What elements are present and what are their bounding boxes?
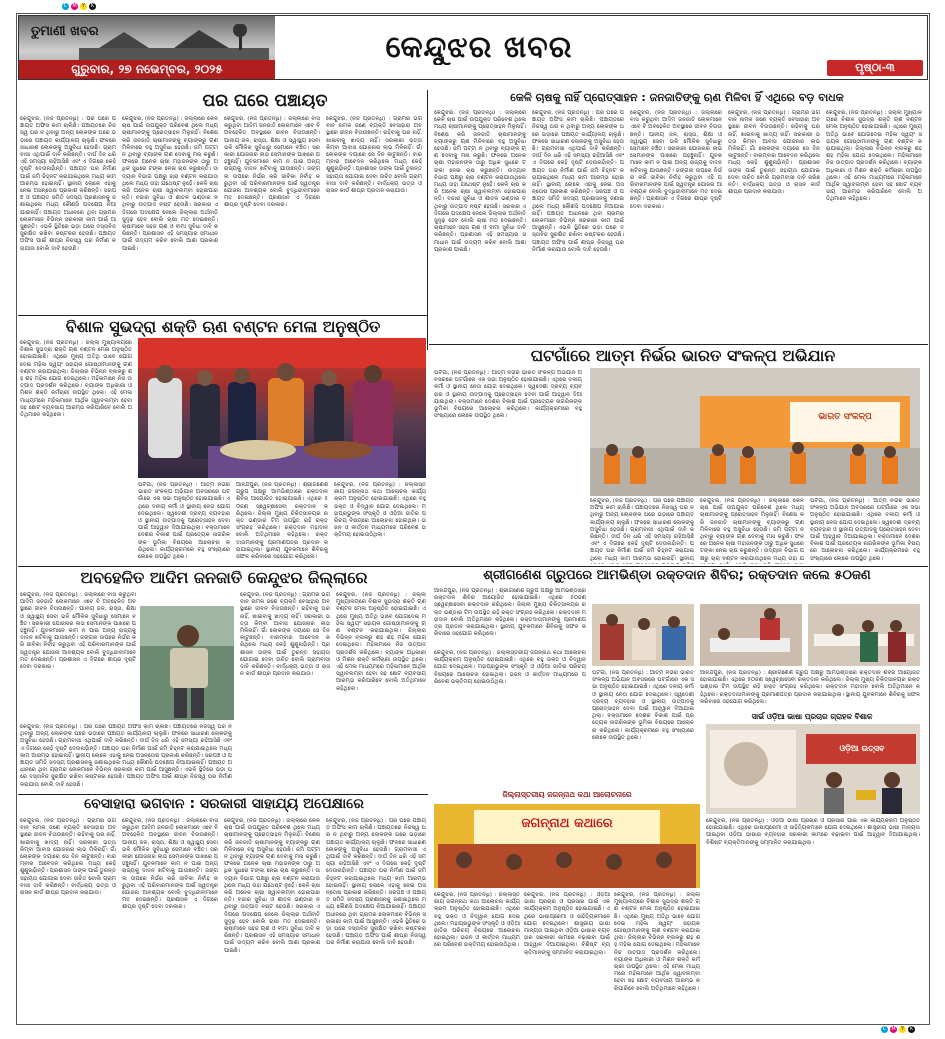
loan-mela-photo [138, 338, 426, 478]
article-7-col-2: କେନ୍ଦୁଝର, (ନିଜ ପ୍ରତିନିଧି) : ଜିଲ୍ଲାରେ ବାସ କରୁଥିବା ଆଦିମ ଜନଜାତି ଲୋକମାନେ ଏବେ ବି ଅବହେଳିତ ଅବସ୍ଥାରେ ଜୀବନ ବିତାଉଛନ୍ତି। ପାନୀୟ ଜଳ, ରାସ୍ତା, ଶିକ୍ଷା ଓ ସ୍ୱାସ୍ଥ୍ୟ ସେବା ଭଳି ମୌଳିକ ସୁବିଧାରୁ ସେମାନେ ବଞ୍ଚିତ। ସରକାରୀ ଯୋଜନାର ଲାଭ ସେମାନଙ୍କ ପାଖରେ ପହଞ୍ଚୁନାହିଁ। ଯୁବକମାନେ କାମ ନ ପାଇ ଅନ୍ୟ ରାଜ୍ୟକୁ ଦାଦନ ଖଟିବାକୁ ଯାଉଛନ୍ତି। ଜଙ୍ଗଲ ଉପରେ ନିର୍ଭର କରି ଜୀବିକା ନିର୍ବାହ କରୁଥିବା ଏହି ପରିବାରମାନଙ୍କ ପାଇଁ ସ୍ୱତନ୍ତ୍ର ଯୋଜନା ଆବଶ୍ୟକ ବୋଲି ବୁଦ୍ଧିଜୀବୀମାନେ ମତ ଦେଇଛନ୍ତି। ପ୍ରଶାସନ ଏ ଦିଗରେ ଶୀଘ୍ର ଦୃଷ୍ଟି ଦେବା ଦରକାର। [122, 818, 218, 911]
article-1-col-3: କେନ୍ଦୁଝର, (ନିଜ ପ୍ରତିନିଧି) : ଜିଲ୍ଲାରେ ବାସ କରୁଥିବା ଆଦିମ ଜନଜାତି ଲୋକମାନେ ଏବେ ବି ଅବହେଳିତ ଅବସ୍ଥାରେ ଜୀବନ ବିତାଉଛନ୍ତି। ପାନୀୟ ଜଳ, ରାସ୍ତା, ଶିକ୍ଷା ଓ ସ୍ୱାସ୍ଥ୍ୟ ସେବା ଭଳି ମୌଳିକ ସୁବିଧାରୁ ସେମାନେ ବଞ୍ଚିତ। ସରକାରୀ ଯୋଜନାର ଲାଭ ସେମାନଙ୍କ ପାଖରେ ପହଞ୍ଚୁନାହିଁ। ଯୁବକମାନେ କାମ ନ ପାଇ ଅନ୍ୟ ରାଜ୍ୟକୁ ଦାଦନ ଖଟିବାକୁ ଯାଉଛନ୍ତି। ଜଙ୍ଗଲ ଉପରେ ନିର୍ଭର କରି ଜୀବିକା ନିର୍ବାହ କରୁଥିବା ଏହି ପରିବାରମାନଙ୍କ ପାଇଁ ସ୍ୱତନ୍ତ୍ର ଯୋଜନା ଆବଶ୍ୟକ ବୋଲି ବୁଦ୍ଧିଜୀବୀମାନେ ମତ ଦେଇଛନ୍ତି। ପ୍ରଶାସନ ଏ ଦିଗରେ ଶୀଘ୍ର ଦୃଷ୍ଟି ଦେବା ଦରକାର। [224, 116, 320, 209]
jagannath-katha-photo [434, 804, 700, 888]
headline-3: ବିଶାଳ ସୁଭଦ୍ରା ଶକ୍ତି ଋଣ ବଣ୍ଟନ ମେଳା ଅନୁଷ୍ଠିତ [65, 317, 381, 336]
article-5-col-4: କେନ୍ଦୁଝର, (ନିଜ ପ୍ରତିନିଧି) : ପର ଘରେ ପଞ୍ଚାୟତ ଅଫିସ କାମ ଚାଲିଛି। ପଞ୍ଚାୟତରେ ନିଜସ୍ୱ ଘର ନ ଥିବାରୁ ଅନ୍ୟ ଲୋକଙ୍କ ଘରେ ଭଡ଼ାରେ ପଞ୍ଚାୟତ କାର୍ଯ୍ୟାଳୟ ଚାଲୁଛି। ଫଳରେ ସାଧାରଣ ଲୋକଙ୍କୁ ଅସୁବିଧା ହେଉଛି। ଗ୍ରାମବାସୀ ଏଥିପାଇଁ ଦାବି କରିଛନ୍ତି। ଦୀର୍ଘ ଦିନ ଧରି ଏହି ସମସ୍ୟା ରହିଆସିଛି ଏବଂ ଏ ଦିଗରେ କେହି ଦୃଷ୍ଟି ଦେଉନାହାଁନ୍ତି। ପଞ୍ଚାୟତ ଘର ନିର୍ମାଣ ପାଇଁ ଜମି ଚିହ୍ନଟ କରାଯାଇଥିଲେ ମଧ୍ୟ କାମ ଆରମ୍ଭ ହୋଇନାହିଁ। ସ୍ଥାନୀୟ ଲୋକେ ଏହାକୁ ନେଇ ଅସନ୍ତୋଷ ପ୍ରକାଶ କରିଛନ୍ତି। ସରପଞ୍ଚ ଓ ପଞ୍ଚାୟତ ସମିତି ସଦସ୍ୟ ପ୍ରଶାସନକୁ ଜଣାଇଥିଲେ ମଧ୍ୟ କୌଣସି ପଦକ୍ଷେପ ନିଆଯାଇନାହିଁ। ପଞ୍ଚାୟତ ଅଧୀନରେ ଥିବା ଗ୍ରାମର ଲୋକମାନେ ବିଭିନ୍ନ ସରକାରୀ କାମ ପାଇଁ ଆସୁଛନ୍ତି। ଏଭଳି ସ୍ଥିତିରେ ଭଡ଼ା ଘରେ ଦସ୍ତାବିଜ ସୁରକ୍ଷିତ ରଖିବା କଷ୍ଟକର ହେଉଛି। ପଞ୍ଚାୟତ ଅଫିସ ପାଇଁ ଶୀଘ୍ର ନିଜସ୍ୱ ଘର ନିର୍ମାଣ କରାଯାଉ ବୋଲି ଦାବି ହେଉଛି। [20, 724, 232, 788]
headline-1: ପର ଘରେ ପଞ୍ଚାୟତ [202, 91, 328, 111]
language-program-photo [706, 724, 920, 814]
section-title: କେନ୍ଦୁଝର ଖବର [385, 30, 573, 65]
article-9-col-1: କେନ୍ଦୁଝର, (ନିଜ ପ୍ରତିନିଧି) : ଜିଲ୍ଲାସ୍ତରୀୟ ଜଗନ୍ନାଥ କଥା ଆଲୋଚନା କାର୍ଯ୍ୟକ୍ରମ ଅନୁଷ୍ଠିତ ହୋଇଯାଇଛି। ଏଥିରେ ବହୁ ଭକ୍ତ ଓ ବିଦ୍ୱାନ ଯୋଗ ଦେଇଥିଲେ। ମହାପ୍ରଭୁଙ୍କ ସଂସ୍କୃତି ଓ ଓଡ଼ିଆ ଜାତିର ପରିଚୟ ବିଷୟରେ ଆଲୋଚନା ହୋଇଥିଲା। ଭଜନ ଓ କୀର୍ତ୍ତନ ମାଧ୍ୟମରେ ପରିବେଶ ଭକ୍ତିମୟ ହୋଇଉଠିଥିଲା। [434, 892, 520, 949]
article-4-col-1: ଘଟଗାଁ, (ନିଜ ପ୍ରତିନିଧି) : ଆତ୍ମ ନିର୍ଭର ଭାରତ ସଂକଳ୍ପ ଅଭିଯାନ ଅବସରରେ ଘଟଗାଁରେ ଏକ ସଭା ଅନୁଷ୍ଠିତ ହୋଇଯାଇଛି। ଏଥିରେ ଦଳୀୟ କର୍ମୀ ଓ ସ୍ଥାନୀୟ ନେତା ଯୋଗ ଦେଇଥିଲେ। ସ୍ୱଦେଶୀ ଦ୍ରବ୍ୟ ବ୍ୟବହାର ଓ ସ୍ଥାନୀୟ ଉତ୍ପାଦକୁ ପ୍ରୋତ୍ସାହନ ଦେବା ପାଇଁ ଆହ୍ୱାନ ଦିଆଯାଇଥିଲା। ବକ୍ତାମାନେ ଦେଶର ବିକାଶ ପାଇଁ ପ୍ରତ୍ୟେକ ନାଗରିକଙ୍କ ଭୂମିକା ବିଷୟରେ ଆଲୋଚନା କରିଥିଲେ। କାର୍ଯ୍ୟକ୍ରମରେ ବହୁ ସଂଖ୍ୟାରେ ଲୋକେ ଉପସ୍ଥିତ ଥିଲେ। [434, 370, 582, 420]
cmyk-registration-marks-top [62, 3, 96, 10]
article-5-col-3: କେନ୍ଦୁଝର, (ନିଜ ପ୍ରତିନିଧି) : ଜିଲ୍ଲା ମୁଖ୍ୟାଳୟରେ ବିଶାଳ ସୁଭଦ୍ରା ଶକ୍ତି ଋଣ ବଣ୍ଟନ ମେଳା ଅନୁଷ୍ଠିତ ହୋଇଯାଇଛି। ଏଥିରେ ମୁଖ୍ୟ ଅତିଥି ଭାବେ ଯୋଗଦେଇ ମହିଳା ସ୍ୱୟଂ ସହାୟକ ଗୋଷ୍ଠୀମାନଙ୍କୁ ଋଣ ବଣ୍ଟନ କରାଯାଇଥିଲା। ଜିଲ୍ଲାର ବିଭିନ୍ନ ବ୍ଲକରୁ ଶହ ଶହ ମହିଳା ଯୋଗ ଦେଇଥିଲେ। ମହିଳାମାନେ ନିଜ ଉତ୍ପାଦ ପ୍ରଦର୍ଶନ କରିଥିଲେ। ବ୍ୟାଙ୍କ ଅଧିକାରୀ ଓ ମିଶନ ଶକ୍ତି କର୍ମଚାରୀ ଉପସ୍ଥିତ ଥିଲେ। ଏହି ମେଳା ମାଧ୍ୟମରେ ମହିଳାମାନେ ଆର୍ଥିକ ସ୍ୱାବଲମ୍ବୀ ହେବା ସହ ଛୋଟ ବ୍ୟବସାୟ ଆରମ୍ଭ କରିପାରିବେ ବୋଲି ଅତିଥିମାନେ କହିଥିଲେ। [336, 592, 426, 692]
article-3-col-3: ଆନନ୍ଦପୁର, (ନିଜ ପ୍ରତିନିଧି) : ଶ୍ରୀଗଣେଶ ଗ୍ରୁପ ପକ୍ଷରୁ ଆମଭିଣ୍ଡାରେ ରକ୍ତଦାନ ଶିବିର ଆୟୋଜିତ ହୋଇଯାଇଛି। ଏଥିରେ ୫୦ଜଣ ସ୍ୱେଚ୍ଛାସେବୀ ରକ୍ତଦାନ କରିଥିଲେ। ଜିଲ୍ଲା ମୁଖ୍ୟ ଚିକିତ୍ସାଳୟର ରକ୍ତ ଭଣ୍ଡାର ଟିମ ଉପସ୍ଥିତ ରହି ରକ୍ତ ସଂଗ୍ରହ କରିଥିଲେ। ରକ୍ତଦାନ ମହାଦାନ ବୋଲି ଅତିଥିମାନେ କହିଥିଲେ। ରକ୍ତଦାତାମାନଙ୍କୁ ପ୍ରମାଣପତ୍ର ପ୍ରଦାନ କରାଯାଇଥିଲା। ସ୍ଥାନୀୟ ଯୁବକମାନେ ଶିବିରକୁ ସଫଳ କରିବାରେ ସହଯୋଗ କରିଥିଲେ। [236, 482, 328, 561]
article-2-col-3: କେନ୍ଦୁଝର, (ନିଜ ପ୍ରତିନିଧି) : ଜିଲ୍ଲାରେ ବାସ କରୁଥିବା ଆଦିମ ଜନଜାତି ଲୋକମାନେ ଏବେ ବି ଅବହେଳିତ ଅବସ୍ଥାରେ ଜୀବନ ବିତାଉଛନ୍ତି। ପାନୀୟ ଜଳ, ରାସ୍ତା, ଶିକ୍ଷା ଓ ସ୍ୱାସ୍ଥ୍ୟ ସେବା ଭଳି ମୌଳିକ ସୁବିଧାରୁ ସେମାନେ ବଞ୍ଚିତ। ସରକାରୀ ଯୋଜନାର ଲାଭ ସେମାନଙ୍କ ପାଖରେ ପହଞ୍ଚୁନାହିଁ। ଯୁବକମାନେ କାମ ନ ପାଇ ଅନ୍ୟ ରାଜ୍ୟକୁ ଦାଦନ ଖଟିବାକୁ ଯାଉଛନ୍ତି। ଜଙ୍ଗଲ ଉପରେ ନିର୍ଭର କରି ଜୀବିକା ନିର୍ବାହ କରୁଥିବା ଏହି ପରିବାରମାନଙ୍କ ପାଇଁ ସ୍ୱତନ୍ତ୍ର ଯୋଜନା ଆବଶ୍ୟକ ବୋଲି ବୁଦ୍ଧିଜୀବୀମାନେ ମତ ଦେଇଛନ୍ତି। ପ୍ରଶାସନ ଏ ଦିଗରେ ଶୀଘ୍ର ଦୃଷ୍ଟି ଦେବା ଦରକାର। [630, 110, 722, 210]
section-rule [18, 315, 427, 316]
cmyk-dot-y: Y [900, 1026, 905, 1032]
headline-5: ଅବହେଳିତ ଆଦିମ ଜନଜାତି କେନ୍ଦୁଝର ଜିଲ୍ଲାରେ [80, 568, 368, 587]
blood-donation-photo-2 [700, 604, 802, 666]
headline-2: କେଳି ଚାଷକୁ ନାହିଁ ପ୍ରୋତ୍ସାହନ : ଜନଜାତିଙ୍କୁ ଋଣ ମିଳିବା ହିଁ ଏଥିରେ ବଡ଼ ବାଧକ [510, 91, 844, 104]
article-5-col-2: କେନ୍ଦୁଝର, (ନିଜ ପ୍ରତିନିଧି) : ଗ୍ରାମର ଭଗବାନ ନାମକ ଜଣେ ବ୍ୟକ୍ତି ବେସାହାରା ଅବସ୍ଥାରେ ଜୀବନ ବିତାଉଛନ୍ତି। ରହିବାକୁ ଘର ନାହିଁ, ଖାଇବାକୁ ଖାଦ୍ୟ ନାହିଁ। ସରକାରୀ ଭତ୍ତା କିମ୍ବା ଆବାସ ଯୋଜନାର ଲାଭ ମିଳିନାହିଁ। ଗାଁ ଲୋକଙ୍କ ଦୟାରେ ସେ ଦିନ କାଟୁଛନ୍ତି। ବାରମ୍ବାର ଆବେଦନ କରିଥିଲେ ମଧ୍ୟ କେହି ଶୁଣୁନାହାଁନ୍ତି। ପ୍ରଶାସନ ତାଙ୍କ ପାଇଁ ତୁରନ୍ତ ସହାୟତା ଯୋଗାଇ ଦେବା ଉଚିତ ବୋଲି ଗ୍ରାମବାସୀ ଦାବି କରିଛନ୍ତି। ବାର୍ଦ୍ଧକ୍ୟ ଭତ୍ତା ଓ ରାସନ କାର୍ଡ ଶୀଘ୍ର ପ୍ରଦାନ କରାଯାଉ। [240, 592, 330, 678]
cmyk-dot-c: C [882, 1026, 887, 1032]
headline-10: ସାର୍ଭ ଓଡ଼ିଆ ଭାଷା ପ୍ରଚାର ଗ୍ରାହକ ବିଶାଳ [751, 712, 873, 721]
article-7-col-4: କେନ୍ଦୁଝର, (ନିଜ ପ୍ରତିନିଧି) : ପର ଘରେ ପଞ୍ଚାୟତ ଅଫିସ କାମ ଚାଲିଛି। ପଞ୍ଚାୟତରେ ନିଜସ୍ୱ ଘର ନ ଥିବାରୁ ଅନ୍ୟ ଲୋକଙ୍କ ଘରେ ଭଡ଼ାରେ ପଞ୍ଚାୟତ କାର୍ଯ୍ୟାଳୟ ଚାଲୁଛି। ଫଳରେ ସାଧାରଣ ଲୋକଙ୍କୁ ଅସୁବିଧା ହେଉଛି। ଗ୍ରାମବାସୀ ଏଥିପାଇଁ ଦାବି କରିଛନ୍ତି। ଦୀର୍ଘ ଦିନ ଧରି ଏହି ସମସ୍ୟା ରହିଆସିଛି ଏବଂ ଏ ଦିଗରେ କେହି ଦୃଷ୍ଟି ଦେଉନାହାଁନ୍ତି। ପଞ୍ଚାୟତ ଘର ନିର୍ମାଣ ପାଇଁ ଜମି ଚିହ୍ନଟ କରାଯାଇଥିଲେ ମଧ୍ୟ କାମ ଆରମ୍ଭ ହୋଇନାହିଁ। ସ୍ଥାନୀୟ ଲୋକେ ଏହାକୁ ନେଇ ଅସନ୍ତୋଷ ପ୍ରକାଶ କରିଛନ୍ତି। ସରପଞ୍ଚ ଓ ପଞ୍ଚାୟତ ସମିତି ସଦସ୍ୟ ପ୍ରଶାସନକୁ ଜଣାଇଥିଲେ ମଧ୍ୟ କୌଣସି ପଦକ୍ଷେପ ନିଆଯାଇନାହିଁ। ପଞ୍ଚାୟତ ଅଧୀନରେ ଥିବା ଗ୍ରାମର ଲୋକମାନେ ବିଭିନ୍ନ ସରକାରୀ କାମ ପାଇଁ ଆସୁଛନ୍ତି। ଏଭଳି ସ୍ଥିତିରେ ଭଡ଼ା ଘରେ ଦସ୍ତାବିଜ ସୁରକ୍ଷିତ ରଖିବା କଷ୍ଟକର ହେଉଛି। ପଞ୍ଚାୟତ ଅଫିସ ପାଇଁ ଶୀଘ୍ର ନିଜସ୍ୱ ଘର ନିର୍ମାଣ କରାଯାଉ ବୋଲି ଦାବି ହେଉଛି। [326, 818, 426, 947]
cmyk-dot-c: C [63, 3, 68, 9]
meeting-banner-text: ଭାରତ ସଂକଳ୍ପ [818, 412, 872, 422]
article-1-col-2: କେନ୍ଦୁଝର, (ନିଜ ପ୍ରତିନିଧି) : ଜିଲ୍ଲାରେ କେଳି ଚାଷ ପାଇଁ ଉପଯୁକ୍ତ ପରିବେଶ ଥିଲେ ମଧ୍ୟ ଚାଷୀମାନଙ୍କୁ ପ୍ରୋତ୍ସାହନ ମିଳୁନାହିଁ। ବିଶେଷ କରି ଜନଜାତି ଚାଷୀମାନଙ୍କୁ ବ୍ୟାଙ୍କରୁ ଋଣ ମିଳିବାରେ ବହୁ ଅସୁବିଧା ହେଉଛି। ଜମି ପଟ୍ଟା ନ ଥିବାରୁ ବ୍ୟାଙ୍କ ଋଣ ଦେବାକୁ ମନା କରୁଛି। ଫଳରେ ଅନେକ ଚାଷୀ ମହାଜନଙ୍କ ଠାରୁ ଅଧିକ ସୁଧରେ ଟଙ୍କା ନେଇ ଚାଷ କରୁଛନ୍ତି। ଉଦ୍ୟାନ ବିଭାଗ ପକ୍ଷରୁ ଚାରା ବଣ୍ଟନ କରାଯାଉଥିଲେ ମଧ୍ୟ ତାହା ଯଥେଷ୍ଟ ନୁହେଁ। କେଳି ଚାଷ କରି ଅନେକ ଚାଷୀ ସ୍ୱାବଲମ୍ବୀ ହୋଇପାରନ୍ତି। ବଜାର ସୁବିଧା ଓ ଶୀତଳ ଭଣ୍ଡାର ନ ଥିବାରୁ ଉତ୍ପାଦ ନଷ୍ଟ ହେଉଛି। ସରକାର ଏ ଦିଗରେ ପଦକ୍ଷେପ ନେଲେ ଜିଲ୍ଲାର ଅର୍ଥନୀତି ସୁଦୃଢ଼ ହେବ ବୋଲି ଚାଷୀ ମତ ଦେଇଛନ୍ତି। ଚାଷୀମାନେ ସହଜ ଋଣ ଓ ବୀମା ସୁବିଧା ଦାବି କରିଛନ୍ତି। ପ୍ରଶାସନ ଏହି ସମସ୍ୟାର ସମାଧାନ ପାଇଁ ଉଦ୍ୟମ କରିବ ବୋଲି ଆଶା ପ୍ରକାଶ ପାଇଛି। [122, 116, 218, 252]
jagannath-banner-text: ଜଗନ୍ନାଥ କଥାରେ [521, 816, 613, 831]
article-3-col-4: କେନ୍ଦୁଝର, (ନିଜ ପ୍ରତିନିଧି) : ଜିଲ୍ଲାସ୍ତରୀୟ ଜଗନ୍ନାଥ କଥା ଆଲୋଚନା କାର୍ଯ୍ୟକ୍ରମ ଅନୁଷ୍ଠିତ ହୋଇଯାଇଛି। ଏଥିରେ ବହୁ ଭକ୍ତ ଓ ବିଦ୍ୱାନ ଯୋଗ ଦେଇଥିଲେ। ମହାପ୍ରଭୁଙ୍କ ସଂସ୍କୃତି ଓ ଓଡ଼ିଆ ଜାତିର ପରିଚୟ ବିଷୟରେ ଆଲୋଚନା ହୋଇଥିଲା। ଭଜନ ଓ କୀର୍ତ୍ତନ ମାଧ୍ୟମରେ ପରିବେଶ ଭକ୍ତିମୟ ହୋଇଉଠିଥିଲା। [334, 482, 426, 539]
blood-donation-scene-3 [808, 604, 920, 666]
meeting-photo [590, 368, 920, 496]
article-5-col-1: କେନ୍ଦୁଝର, (ନିଜ ପ୍ରତିନିଧି) : ଜିଲ୍ଲାରେ ବାସ କରୁଥିବା ଆଦିମ ଜନଜାତି ଲୋକମାନେ ଏବେ ବି ଅବହେଳିତ ଅବସ୍ଥାରେ ଜୀବନ ବିତାଉଛନ୍ତି। ପାନୀୟ ଜଳ, ରାସ୍ତା, ଶିକ୍ଷା ଓ ସ୍ୱାସ୍ଥ୍ୟ ସେବା ଭଳି ମୌଳିକ ସୁବିଧାରୁ ସେମାନେ ବଞ୍ଚିତ। ସରକାରୀ ଯୋଜନାର ଲାଭ ସେମାନଙ୍କ ପାଖରେ ପହଞ୍ଚୁନାହିଁ। ଯୁବକମାନେ କାମ ନ ପାଇ ଅନ୍ୟ ରାଜ୍ୟକୁ ଦାଦନ ଖଟିବାକୁ ଯାଉଛନ୍ତି। ଜଙ୍ଗଲ ଉପରେ ନିର୍ଭର କରି ଜୀବିକା ନିର୍ବାହ କରୁଥିବା ଏହି ପରିବାରମାନଙ୍କ ପାଇଁ ସ୍ୱତନ୍ତ୍ର ଯୋଜନା ଆବଶ୍ୟକ ବୋଲି ବୁଦ୍ଧିଜୀବୀମାନେ ମତ ଦେଇଛନ୍ତି। ପ୍ରଶାସନ ଏ ଦିଗରେ ଶୀଘ୍ର ଦୃଷ୍ଟି ଦେବା ଦରକାର। [20, 592, 136, 671]
program-banner-text: ଓଡ଼ିଆ ଉତ୍ସବ [839, 744, 885, 753]
article-6-col-2: କେନ୍ଦୁଝର, (ନିଜ ପ୍ରତିନିଧି) : ଜିଲ୍ଲାସ୍ତରୀୟ ଜଗନ୍ନାଥ କଥା ଆଲୋଚନା କାର୍ଯ୍ୟକ୍ରମ ଅନୁଷ୍ଠିତ ହୋଇଯାଇଛି। ଏଥିରେ ବହୁ ଭକ୍ତ ଓ ବିଦ୍ୱାନ ଯୋଗ ଦେଇଥିଲେ। ମହାପ୍ରଭୁଙ୍କ ସଂସ୍କୃତି ଓ ଓଡ଼ିଆ ଜାତିର ପରିଚୟ ବିଷୟରେ ଆଲୋଚନା ହୋଇଥିଲା। ଭଜନ ଓ କୀର୍ତ୍ତନ ମାଧ୍ୟମରେ ପରିବେଶ ଭକ୍ତିମୟ ହୋଇଉଠିଥିଲା। [434, 650, 586, 685]
article-1-col-4: କେନ୍ଦୁଝର, (ନିଜ ପ୍ରତିନିଧି) : ଗ୍ରାମର ଭଗବାନ ନାମକ ଜଣେ ବ୍ୟକ୍ତି ବେସାହାରା ଅବସ୍ଥାରେ ଜୀବନ ବିତାଉଛନ୍ତି। ରହିବାକୁ ଘର ନାହିଁ, ଖାଇବାକୁ ଖାଦ୍ୟ ନାହିଁ। ସରକାରୀ ଭତ୍ତା କିମ୍ବା ଆବାସ ଯୋଜନାର ଲାଭ ମିଳିନାହିଁ। ଗାଁ ଲୋକଙ୍କ ଦୟାରେ ସେ ଦିନ କାଟୁଛନ୍ତି। ବାରମ୍ବାର ଆବେଦନ କରିଥିଲେ ମଧ୍ୟ କେହି ଶୁଣୁନାହାଁନ୍ତି। ପ୍ରଶାସନ ତାଙ୍କ ପାଇଁ ତୁରନ୍ତ ସହାୟତା ଯୋଗାଇ ଦେବା ଉଚିତ ବୋଲି ଗ୍ରାମବାସୀ ଦାବି କରିଛନ୍ତି। ବାର୍ଦ୍ଧକ୍ୟ ଭତ୍ତା ଓ ରାସନ କାର୍ଡ ଶୀଘ୍ର ପ୍ରଦାନ କରାଯାଉ। [326, 116, 422, 195]
section-rule [18, 566, 928, 567]
article-7-col-3: କେନ୍ଦୁଝର, (ନିଜ ପ୍ରତିନିଧି) : ଜିଲ୍ଲାରେ କେଳି ଚାଷ ପାଇଁ ଉପଯୁକ୍ତ ପରିବେଶ ଥିଲେ ମଧ୍ୟ ଚାଷୀମାନଙ୍କୁ ପ୍ରୋତ୍ସାହନ ମିଳୁନାହିଁ। ବିଶେଷ କରି ଜନଜାତି ଚାଷୀମାନଙ୍କୁ ବ୍ୟାଙ୍କରୁ ଋଣ ମିଳିବାରେ ବହୁ ଅସୁବିଧା ହେଉଛି। ଜମି ପଟ୍ଟା ନ ଥିବାରୁ ବ୍ୟାଙ୍କ ଋଣ ଦେବାକୁ ମନା କରୁଛି। ଫଳରେ ଅନେକ ଚାଷୀ ମହାଜନଙ୍କ ଠାରୁ ଅଧିକ ସୁଧରେ ଟଙ୍କା ନେଇ ଚାଷ କରୁଛନ୍ତି। ଉଦ୍ୟାନ ବିଭାଗ ପକ୍ଷରୁ ଚାରା ବଣ୍ଟନ କରାଯାଉଥିଲେ ମଧ୍ୟ ତାହା ଯଥେଷ୍ଟ ନୁହେଁ। କେଳି ଚାଷ କରି ଅନେକ ଚାଷୀ ସ୍ୱାବଲମ୍ବୀ ହୋଇପାରନ୍ତି। ବଜାର ସୁବିଧା ଓ ଶୀତଳ ଭଣ୍ଡାର ନ ଥିବାରୁ ଉତ୍ପାଦ ନଷ୍ଟ ହେଉଛି। ସରକାର ଏ ଦିଗରେ ପଦକ୍ଷେପ ନେଲେ ଜିଲ୍ଲାର ଅର୍ଥନୀତି ସୁଦୃଢ଼ ହେବ ବୋଲି ଚାଷୀ ମତ ଦେଇଛନ୍ତି। ଚାଷୀମାନେ ସହଜ ଋଣ ଓ ବୀମା ସୁବିଧା ଦାବି କରିଛନ୍ତି। ପ୍ରଶାସନ ଏହି ସମସ୍ୟାର ସମାଧାନ ପାଇଁ ଉଦ୍ୟମ କରିବ ବୋଲି ଆଶା ପ୍ରକାଶ ପାଇଛି। [224, 818, 320, 954]
article-4-col-2: କେନ୍ଦୁଝର, (ନିଜ ପ୍ରତିନିଧି) : ପର ଘରେ ପଞ୍ଚାୟତ ଅଫିସ କାମ ଚାଲିଛି। ପଞ୍ଚାୟତରେ ନିଜସ୍ୱ ଘର ନ ଥିବାରୁ ଅନ୍ୟ ଲୋକଙ୍କ ଘରେ ଭଡ଼ାରେ ପଞ୍ଚାୟତ କାର୍ଯ୍ୟାଳୟ ଚାଲୁଛି। ଫଳରେ ସାଧାରଣ ଲୋକଙ୍କୁ ଅସୁବିଧା ହେଉଛି। ଗ୍ରାମବାସୀ ଏଥିପାଇଁ ଦାବି କରିଛନ୍ତି। ଦୀର୍ଘ ଦିନ ଧରି ଏହି ସମସ୍ୟା ରହିଆସିଛି ଏବଂ ଏ ଦିଗରେ କେହି ଦୃଷ୍ଟି ଦେଉନାହାଁନ୍ତି। ପଞ୍ଚାୟତ ଘର ନିର୍ମାଣ ପାଇଁ ଜମି ଚିହ୍ନଟ କରାଯାଇଥିଲେ ମଧ୍ୟ କାମ ଆରମ୍ଭ ହୋଇନାହିଁ। ସ୍ଥାନୀୟ [590, 498, 694, 562]
tribal-youth-scene [140, 606, 234, 720]
loan-mela-scene [138, 338, 426, 478]
article-9-col-2: କେନ୍ଦୁଝର, (ନିଜ ପ୍ରତିନିଧି) : ଓଡ଼ିଆ ଭାଷା ପ୍ରଚାର ଓ ପ୍ରସାର ପାଇଁ ଏକ କାର୍ଯ୍ୟକ୍ରମ ଅନୁଷ୍ଠିତ ହୋଇଯାଇଛି। ଏଥିରେ ଭାଷାପ୍ରେମୀ ଓ ସାହିତ୍ୟିକମାନେ ଯୋଗ ଦେଇଥିଲେ। ଶାସ୍ତ୍ରୀୟ ଭାଷା ମାନ୍ୟତା ପାଇଥିବା ଓଡ଼ିଆ ଭାଷାର ବ୍ୟବହାର ସରକାରୀ କାମରେ ବଢ଼ାଇବା ପାଇଁ ଆହ୍ୱାନ ଦିଆଯାଇଥିଲା। ବିଶିଷ୍ଟ ବ୍ୟକ୍ତିମାନଙ୍କୁ ସମ୍ମାନିତ କରାଯାଇଥିଲା। [524, 892, 610, 956]
article-2-col-2: କେନ୍ଦୁଝର, (ନିଜ ପ୍ରତିନିଧି) : ପର ଘରେ ପଞ୍ଚାୟତ ଅଫିସ କାମ ଚାଲିଛି। ପଞ୍ଚାୟତରେ ନିଜସ୍ୱ ଘର ନ ଥିବାରୁ ଅନ୍ୟ ଲୋକଙ୍କ ଘରେ ଭଡ଼ାରେ ପଞ୍ଚାୟତ କାର୍ଯ୍ୟାଳୟ ଚାଲୁଛି। ଫଳରେ ସାଧାରଣ ଲୋକଙ୍କୁ ଅସୁବିଧା ହେଉଛି। ଗ୍ରାମବାସୀ ଏଥିପାଇଁ ଦାବି କରିଛନ୍ତି। ଦୀର୍ଘ ଦିନ ଧରି ଏହି ସମସ୍ୟା ରହିଆସିଛି ଏବଂ ଏ ଦିଗରେ କେହି ଦୃଷ୍ଟି ଦେଉନାହାଁନ୍ତି। ପଞ୍ଚାୟତ ଘର ନିର୍ମାଣ ପାଇଁ ଜମି ଚିହ୍ନଟ କରାଯାଇଥିଲେ ମଧ୍ୟ କାମ ଆରମ୍ଭ ହୋଇନାହିଁ। ସ୍ଥାନୀୟ ଲୋକେ ଏହାକୁ ନେଇ ଅସନ୍ତୋଷ ପ୍ରକାଶ କରିଛନ୍ତି। ସରପଞ୍ଚ ଓ ପଞ୍ଚାୟତ ସମିତି ସଦସ୍ୟ ପ୍ରଶାସନକୁ ଜଣାଇଥିଲେ ମଧ୍ୟ କୌଣସି ପଦକ୍ଷେପ ନିଆଯାଇନାହିଁ। ପଞ୍ଚାୟତ ଅଧୀନରେ ଥିବା ଗ୍ରାମର ଲୋକମାନେ ବିଭିନ୍ନ ସରକାରୀ କାମ ପାଇଁ ଆସୁଛନ୍ତି। ଏଭଳି ସ୍ଥିତିରେ ଭଡ଼ା ଘରେ ଦସ୍ତାବିଜ ସୁରକ୍ଷିତ ରଖିବା କଷ୍ଟକର ହେଉଛି। ପଞ୍ଚାୟତ ଅଫିସ ପାଇଁ ଶୀଘ୍ର ନିଜସ୍ୱ ଘର ନିର୍ମାଣ କରାଯାଉ ବୋଲି ଦାବି ହେଉଛି। [532, 110, 624, 253]
article-6-col-1: ଆନନ୍ଦପୁର, (ନିଜ ପ୍ରତିନିଧି) : ଶ୍ରୀଗଣେଶ ଗ୍ରୁପ ପକ୍ଷରୁ ଆମଭିଣ୍ଡାରେ ରକ୍ତଦାନ ଶିବିର ଆୟୋଜିତ ହୋଇଯାଇଛି। ଏଥିରେ ୫୦ଜଣ ସ୍ୱେଚ୍ଛାସେବୀ ରକ୍ତଦାନ କରିଥିଲେ। ଜିଲ୍ଲା ମୁଖ୍ୟ ଚିକିତ୍ସାଳୟର ରକ୍ତ ଭଣ୍ଡାର ଟିମ ଉପସ୍ଥିତ ରହି ରକ୍ତ ସଂଗ୍ରହ କରିଥିଲେ। ରକ୍ତଦାନ ମହାଦାନ ବୋଲି ଅତିଥିମାନେ କହିଥିଲେ। ରକ୍ତଦାତାମାନଙ୍କୁ ପ୍ରମାଣପତ୍ର ପ୍ରଦାନ କରାଯାଇଥିଲା। ସ୍ଥାନୀୟ ଯୁବକମାନେ ଶିବିରକୁ ସଫଳ କରିବାରେ ସହଯୋଗ କରିଥିଲେ। [434, 588, 586, 638]
meeting-scene [590, 368, 920, 496]
cmyk-dot-k: K [909, 1026, 914, 1032]
article-2-col-5: କେନ୍ଦୁଝର, (ନିଜ ପ୍ରତିନିଧି) : ଜିଲ୍ଲା ମୁଖ୍ୟାଳୟରେ ବିଶାଳ ସୁଭଦ୍ରା ଶକ୍ତି ଋଣ ବଣ୍ଟନ ମେଳା ଅନୁଷ୍ଠିତ ହୋଇଯାଇଛି। ଏଥିରେ ମୁଖ୍ୟ ଅତିଥି ଭାବେ ଯୋଗଦେଇ ମହିଳା ସ୍ୱୟଂ ସହାୟକ ଗୋଷ୍ଠୀମାନଙ୍କୁ ଋଣ ବଣ୍ଟନ କରାଯାଇଥିଲା। ଜିଲ୍ଲାର ବିଭିନ୍ନ ବ୍ଲକରୁ ଶହ ଶହ ମହିଳା ଯୋଗ ଦେଇଥିଲେ। ମହିଳାମାନେ ନିଜ ଉତ୍ପାଦ ପ୍ରଦର୍ଶନ କରିଥିଲେ। ବ୍ୟାଙ୍କ ଅଧିକାରୀ ଓ ମିଶନ ଶକ୍ତି କର୍ମଚାରୀ ଉପସ୍ଥିତ ଥିଲେ। ଏହି ମେଳା ମାଧ୍ୟମରେ ମହିଳାମାନେ ଆର୍ଥିକ ସ୍ୱାବଲମ୍ବୀ ହେବା ସହ ଛୋଟ ବ୍ୟବସାୟ ଆରମ୍ଭ କରିପାରିବେ ବୋଲି ଅତିଥିମାନେ କହିଥିଲେ। [826, 110, 922, 203]
article-2-col-1: କେନ୍ଦୁଝର, (ନିଜ ପ୍ରତିନିଧି) : ଜିଲ୍ଲାରେ କେଳି ଚାଷ ପାଇଁ ଉପଯୁକ୍ତ ପରିବେଶ ଥିଲେ ମଧ୍ୟ ଚାଷୀମାନଙ୍କୁ ପ୍ରୋତ୍ସାହନ ମିଳୁନାହିଁ। ବିଶେଷ କରି ଜନଜାତି ଚାଷୀମାନଙ୍କୁ ବ୍ୟାଙ୍କରୁ ଋଣ ମିଳିବାରେ ବହୁ ଅସୁବିଧା ହେଉଛି। ଜମି ପଟ୍ଟା ନ ଥିବାରୁ ବ୍ୟାଙ୍କ ଋଣ ଦେବାକୁ ମନା କରୁଛି। ଫଳରେ ଅନେକ ଚାଷୀ ମହାଜନଙ୍କ ଠାରୁ ଅଧିକ ସୁଧରେ ଟଙ୍କା ନେଇ ଚାଷ କରୁଛନ୍ତି। ଉଦ୍ୟାନ ବିଭାଗ ପକ୍ଷରୁ ଚାରା ବଣ୍ଟନ କରାଯାଉଥିଲେ ମଧ୍ୟ ତାହା ଯଥେଷ୍ଟ ନୁହେଁ। କେଳି ଚାଷ କରି ଅନେକ ଚାଷୀ ସ୍ୱାବଲମ୍ବୀ ହୋଇପାରନ୍ତି। ବଜାର ସୁବିଧା ଓ ଶୀତଳ ଭଣ୍ଡାର ନ ଥିବାରୁ ଉତ୍ପାଦ ନଷ୍ଟ ହେଉଛି। ସରକାର ଏ ଦିଗରେ ପଦକ୍ଷେପ ନେଲେ ଜିଲ୍ଲାର ଅର୍ଥନୀତି ସୁଦୃଢ଼ ହେବ ବୋଲି ଚାଷୀ ମତ ଦେଇଛନ୍ତି। ଚାଷୀମାନେ ସହଜ ଋଣ ଓ ବୀମା ସୁବିଧା ଦାବି କରିଛନ୍ତି। ପ୍ରଶାସନ ଏହି ସମସ୍ୟାର ସମାଧାନ ପାଇଁ ଉଦ୍ୟମ କରିବ ବୋଲି ଆଶା ପ୍ରକାଶ ପାଇଛି। [434, 110, 526, 253]
blood-donation-photo-3 [808, 604, 920, 666]
page-number-badge: ପୃଷ୍ଠା-୩ [827, 60, 923, 76]
cmyk-dot-y: Y [81, 3, 86, 9]
cmyk-dot-m: M [891, 1026, 896, 1032]
landscape-illustration [79, 24, 269, 60]
cmyk-dot-m: M [72, 3, 77, 9]
article-6-col-3: ଘଟଗାଁ, (ନିଜ ପ୍ରତିନିଧି) : ଆତ୍ମ ନିର୍ଭର ଭାରତ ସଂକଳ୍ପ ଅଭିଯାନ ଅବସରରେ ଘଟଗାଁରେ ଏକ ସଭା ଅନୁଷ୍ଠିତ ହୋଇଯାଇଛି। ଏଥିରେ ଦଳୀୟ କର୍ମୀ ଓ ସ୍ଥାନୀୟ ନେତା ଯୋଗ ଦେଇଥିଲେ। ସ୍ୱଦେଶୀ ଦ୍ରବ୍ୟ ବ୍ୟବହାର ଓ ସ୍ଥାନୀୟ ଉତ୍ପାଦକୁ ପ୍ରୋତ୍ସାହନ ଦେବା ପାଇଁ ଆହ୍ୱାନ ଦିଆଯାଇଥିଲା। ବକ୍ତାମାନେ ଦେଶର ବିକାଶ ପାଇଁ ପ୍ରତ୍ୟେକ ନାଗରିକଙ୍କ ଭୂମିକା ବିଷୟରେ ଆଲୋଚନା କରିଥିଲେ। କାର୍ଯ୍ୟକ୍ରମରେ ବହୁ ସଂଖ୍ୟାରେ ଲୋକେ ଉପସ୍ଥିତ ଥିଲେ। [592, 670, 694, 741]
paper-name: ତୁମାଣୀ ଖବର [31, 24, 99, 39]
column-rule [427, 90, 428, 350]
cmyk-dot-k: K [90, 3, 95, 9]
blood-donation-scene-1 [592, 604, 694, 666]
article-3-col-2: ଘଟଗାଁ, (ନିଜ ପ୍ରତିନିଧି) : ଆତ୍ମ ନିର୍ଭର ଭାରତ ସଂକଳ୍ପ ଅଭିଯାନ ଅବସରରେ ଘଟଗାଁରେ ଏକ ସଭା ଅନୁଷ୍ଠିତ ହୋଇଯାଇଛି। ଏଥିରେ ଦଳୀୟ କର୍ମୀ ଓ ସ୍ଥାନୀୟ ନେତା ଯୋଗ ଦେଇଥିଲେ। ସ୍ୱଦେଶୀ ଦ୍ରବ୍ୟ ବ୍ୟବହାର ଓ ସ୍ଥାନୀୟ ଉତ୍ପାଦକୁ ପ୍ରୋତ୍ସାହନ ଦେବା ପାଇଁ ଆହ୍ୱାନ ଦିଆଯାଇଥିଲା। ବକ୍ତାମାନେ ଦେଶର ବିକାଶ ପାଇଁ ପ୍ରତ୍ୟେକ ନାଗରିକଙ୍କ ଭୂମିକା ବିଷୟରେ ଆଲୋଚନା କରିଥିଲେ। କାର୍ଯ୍ୟକ୍ରମରେ ବହୁ ସଂଖ୍ୟାରେ ଲୋକେ ଉପସ୍ଥିତ ଥିଲେ। [138, 482, 230, 561]
article-3-col-1: କେନ୍ଦୁଝର, (ନିଜ ପ୍ରତିନିଧି) : ଜିଲ୍ଲା ମୁଖ୍ୟାଳୟରେ ବିଶାଳ ସୁଭଦ୍ରା ଶକ୍ତି ଋଣ ବଣ୍ଟନ ମେଳା ଅନୁଷ୍ଠିତ ହୋଇଯାଇଛି। ଏଥିରେ ମୁଖ୍ୟ ଅତିଥି ଭାବେ ଯୋଗଦେଇ ମହିଳା ସ୍ୱୟଂ ସହାୟକ ଗୋଷ୍ଠୀମାନଙ୍କୁ ଋଣ ବଣ୍ଟନ କରାଯାଇଥିଲା। ଜିଲ୍ଲାର ବିଭିନ୍ନ ବ୍ଲକରୁ ଶହ ଶହ ମହିଳା ଯୋଗ ଦେଇଥିଲେ। ମହିଳାମାନେ ନିଜ ଉତ୍ପାଦ ପ୍ରଦର୍ଶନ କରିଥିଲେ। ବ୍ୟାଙ୍କ ଅଧିକାରୀ ଓ ମିଶନ ଶକ୍ତି କର୍ମଚାରୀ ଉପସ୍ଥିତ ଥିଲେ। ଏହି ମେଳା ମାଧ୍ୟମରେ ମହିଳାମାନେ ଆର୍ଥିକ ସ୍ୱାବଲମ୍ବୀ ହେବା ସହ ଛୋଟ ବ୍ୟବସାୟ ଆରମ୍ଭ କରିପାରିବେ ବୋଲି ଅତିଥିମାନେ କହିଥିଲେ। [20, 340, 132, 419]
article-9-col-3: କେନ୍ଦୁଝର, (ନିଜ ପ୍ରତିନିଧି) : ଜିଲ୍ଲା ମୁଖ୍ୟାଳୟରେ ବିଶାଳ ସୁଭଦ୍ରା ଶକ୍ତି ଋଣ ବଣ୍ଟନ ମେଳା ଅନୁଷ୍ଠିତ ହୋଇଯାଇଛି। ଏଥିରେ ମୁଖ୍ୟ ଅତିଥି ଭାବେ ଯୋଗଦେଇ ମହିଳା ସ୍ୱୟଂ ସହାୟକ ଗୋଷ୍ଠୀମାନଙ୍କୁ ଋଣ ବଣ୍ଟନ କରାଯାଇଥିଲା। ଜିଲ୍ଲାର ବିଭିନ୍ନ ବ୍ଲକରୁ ଶହ ଶହ ମହିଳା ଯୋଗ ଦେଇଥିଲେ। ମହିଳାମାନେ ନିଜ ଉତ୍ପାଦ ପ୍ରଦର୍ଶନ କରିଥିଲେ। ବ୍ୟାଙ୍କ ଅଧିକାରୀ ଓ ମିଶନ ଶକ୍ତି କର୍ମଚାରୀ ଉପସ୍ଥିତ ଥିଲେ। ଏହି ମେଳା ମାଧ୍ୟମରେ ମହିଳାମାନେ ଆର୍ଥିକ ସ୍ୱାବଲମ୍ବୀ ହେବା ସହ ଛୋଟ ବ୍ୟବସାୟ ଆରମ୍ଭ କରିପାରିବେ ବୋଲି ଅତିଥିମାନେ କହିଥିଲେ। [614, 892, 700, 992]
article-7-col-1: କେନ୍ଦୁଝର, (ନିଜ ପ୍ରତିନିଧି) : ଗ୍ରାମର ଭଗବାନ ନାମକ ଜଣେ ବ୍ୟକ୍ତି ବେସାହାରା ଅବସ୍ଥାରେ ଜୀବନ ବିତାଉଛନ୍ତି। ରହିବାକୁ ଘର ନାହିଁ, ଖାଇବାକୁ ଖାଦ୍ୟ ନାହିଁ। ସରକାରୀ ଭତ୍ତା କିମ୍ବା ଆବାସ ଯୋଜନାର ଲାଭ ମିଳିନାହିଁ। ଗାଁ ଲୋକଙ୍କ ଦୟାରେ ସେ ଦିନ କାଟୁଛନ୍ତି। ବାରମ୍ବାର ଆବେଦନ କରିଥିଲେ ମଧ୍ୟ କେହି ଶୁଣୁନାହାଁନ୍ତି। ପ୍ରଶାସନ ତାଙ୍କ ପାଇଁ ତୁରନ୍ତ ସହାୟତା ଯୋଗାଇ ଦେବା ଉଚିତ ବୋଲି ଗ୍ରାମବାସୀ ଦାବି କରିଛନ୍ତି। ବାର୍ଦ୍ଧକ୍ୟ ଭତ୍ତା ଓ ରାସନ କାର୍ଡ ଶୀଘ୍ର ପ୍ରଦାନ କରାଯାଉ। [20, 818, 116, 897]
headline-9: ଜିଲ୍ଲାସ୍ତରୀୟ ଜଗନ୍ନାଥ କଥା ଆଲୋଚନାରେ [502, 790, 632, 799]
article-4-col-4: ଘଟଗାଁ, (ନିଜ ପ୍ରତିନିଧି) : ଆତ୍ମ ନିର୍ଭର ଭାରତ ସଂକଳ୍ପ ଅଭିଯାନ ଅବସରରେ ଘଟଗାଁରେ ଏକ ସଭା ଅନୁଷ୍ଠିତ ହୋଇଯାଇଛି। ଏଥିରେ ଦଳୀୟ କର୍ମୀ ଓ ସ୍ଥାନୀୟ ନେତା ଯୋଗ ଦେଇଥିଲେ। ସ୍ୱଦେଶୀ ଦ୍ରବ୍ୟ ବ୍ୟବହାର ଓ ସ୍ଥାନୀୟ ଉତ୍ପାଦକୁ ପ୍ରୋତ୍ସାହନ ଦେବା ପାଇଁ ଆହ୍ୱାନ ଦିଆଯାଇଥିଲା। ବକ୍ତାମାନେ ଦେଶର ବିକାଶ ପାଇଁ ପ୍ରତ୍ୟେକ ନାଗରିକଙ୍କ ଭୂମିକା ବିଷୟରେ ଆଲୋଚନା କରିଥିଲେ। କାର୍ଯ୍ୟକ୍ରମରେ ବହୁ ସଂଖ୍ୟାରେ ଲୋକେ ଉପସ୍ଥିତ ଥିଲେ। [810, 498, 920, 562]
language-program-scene [706, 724, 920, 814]
cmyk-registration-marks-bottom [881, 1026, 915, 1033]
headline-7: ବେସାହାରା ଭଗବାନ : ସରକାରୀ ସାହାଯ୍ୟ ଅପେକ୍ଷାରେ [84, 796, 364, 812]
issue-date: ଗୁରୁବାର, ୨୭ ନଭେମ୍ବର, ୨୦୨୫ [71, 62, 223, 76]
article-1-col-1: କେନ୍ଦୁଝର, (ନିଜ ପ୍ରତିନିଧି) : ପର ଘରେ ପଞ୍ଚାୟତ ଅଫିସ କାମ ଚାଲିଛି। ପଞ୍ଚାୟତରେ ନିଜସ୍ୱ ଘର ନ ଥିବାରୁ ଅନ୍ୟ ଲୋକଙ୍କ ଘରେ ଭଡ଼ାରେ ପଞ୍ଚାୟତ କାର୍ଯ୍ୟାଳୟ ଚାଲୁଛି। ଫଳରେ ସାଧାରଣ ଲୋକଙ୍କୁ ଅସୁବିଧା ହେଉଛି। ଗ୍ରାମବାସୀ ଏଥିପାଇଁ ଦାବି କରିଛନ୍ତି। ଦୀର୍ଘ ଦିନ ଧରି ଏହି ସମସ୍ୟା ରହିଆସିଛି ଏବଂ ଏ ଦିଗରେ କେହି ଦୃଷ୍ଟି ଦେଉନାହାଁନ୍ତି। ପଞ୍ଚାୟତ ଘର ନିର୍ମାଣ ପାଇଁ ଜମି ଚିହ୍ନଟ କରାଯାଇଥିଲେ ମଧ୍ୟ କାମ ଆରମ୍ଭ ହୋଇନାହିଁ। ସ୍ଥାନୀୟ ଲୋକେ ଏହାକୁ ନେଇ ଅସନ୍ତୋଷ ପ୍ରକାଶ କରିଛନ୍ତି। ସରପଞ୍ଚ ଓ ପଞ୍ଚାୟତ ସମିତି ସଦସ୍ୟ ପ୍ରଶାସନକୁ ଜଣାଇଥିଲେ ମଧ୍ୟ କୌଣସି ପଦକ୍ଷେପ ନିଆଯାଇନାହିଁ। ପଞ୍ଚାୟତ ଅଧୀନରେ ଥିବା ଗ୍ରାମର ଲୋକମାନେ ବିଭିନ୍ନ ସରକାରୀ କାମ ପାଇଁ ଆସୁଛନ୍ତି। ଏଭଳି ସ୍ଥିତିରେ ଭଡ଼ା ଘରେ ଦସ୍ତାବିଜ ସୁରକ୍ଷିତ ରଖିବା କଷ୍ଟକର ହେଉଛି। ପଞ୍ଚାୟତ ଅଫିସ ପାଇଁ ଶୀଘ୍ର ନିଜସ୍ୱ ଘର ନିର୍ମାଣ କରାଯାଉ ବୋଲି ଦାବି ହେଉଛି। [20, 116, 116, 252]
article-2-col-4: କେନ୍ଦୁଝର, (ନିଜ ପ୍ରତିନିଧି) : ଗ୍ରାମର ଭଗବାନ ନାମକ ଜଣେ ବ୍ୟକ୍ତି ବେସାହାରା ଅବସ୍ଥାରେ ଜୀବନ ବିତାଉଛନ୍ତି। ରହିବାକୁ ଘର ନାହିଁ, ଖାଇବାକୁ ଖାଦ୍ୟ ନାହିଁ। ସରକାରୀ ଭତ୍ତା କିମ୍ବା ଆବାସ ଯୋଜନାର ଲାଭ ମିଳିନାହିଁ। ଗାଁ ଲୋକଙ୍କ ଦୟାରେ ସେ ଦିନ କାଟୁଛନ୍ତି। ବାରମ୍ବାର ଆବେଦନ କରିଥିଲେ ମଧ୍ୟ କେହି ଶୁଣୁନାହାଁନ୍ତି। ପ୍ରଶାସନ ତାଙ୍କ ପାଇଁ ତୁରନ୍ତ ସହାୟତା ଯୋଗାଇ ଦେବା ଉଚିତ ବୋଲି ଗ୍ରାମବାସୀ ଦାବି କରିଛନ୍ତି। ବାର୍ଦ୍ଧକ୍ୟ ଭତ୍ତା ଓ ରାସନ କାର୍ଡ ଶୀଘ୍ର ପ୍ରଦାନ କରାଯାଉ। [728, 110, 820, 196]
section-rule [18, 794, 428, 795]
blood-donation-photo-1 [592, 604, 694, 666]
masthead-left-panel [19, 16, 275, 79]
section-rule [429, 344, 928, 345]
masthead [18, 15, 928, 80]
blood-donation-scene-2 [700, 604, 802, 666]
article-6-col-4: ଆନନ୍ଦପୁର, (ନିଜ ପ୍ରତିନିଧି) : ଶ୍ରୀଗଣେଶ ଗ୍ରୁପ ପକ୍ଷରୁ ଆମଭିଣ୍ଡାରେ ରକ୍ତଦାନ ଶିବିର ଆୟୋଜିତ ହୋଇଯାଇଛି। ଏଥିରେ ୫୦ଜଣ ସ୍ୱେଚ୍ଛାସେବୀ ରକ୍ତଦାନ କରିଥିଲେ। ଜିଲ୍ଲା ମୁଖ୍ୟ ଚିକିତ୍ସାଳୟର ରକ୍ତ ଭଣ୍ଡାର ଟିମ ଉପସ୍ଥିତ ରହି ରକ୍ତ ସଂଗ୍ରହ କରିଥିଲେ। ରକ୍ତଦାନ ମହାଦାନ ବୋଲି ଅତିଥିମାନେ କହିଥିଲେ। ରକ୍ତଦାତାମାନଙ୍କୁ ପ୍ରମାଣପତ୍ର ପ୍ରଦାନ କରାଯାଇଥିଲା। ସ୍ଥାନୀୟ ଯୁବକମାନେ ଶିବିରକୁ ସଫଳ କରିବାରେ ସହଯୋଗ କରିଥିଲେ। [700, 670, 920, 705]
article-4-col-3: କେନ୍ଦୁଝର, (ନିଜ ପ୍ରତିନିଧି) : ଜିଲ୍ଲାରେ କେଳି ଚାଷ ପାଇଁ ଉପଯୁକ୍ତ ପରିବେଶ ଥିଲେ ମଧ୍ୟ ଚାଷୀମାନଙ୍କୁ ପ୍ରୋତ୍ସାହନ ମିଳୁନାହିଁ। ବିଶେଷ କରି ଜନଜାତି ଚାଷୀମାନଙ୍କୁ ବ୍ୟାଙ୍କରୁ ଋଣ ମିଳିବାରେ ବହୁ ଅସୁବିଧା ହେଉଛି। ଜମି ପଟ୍ଟା ନ ଥିବାରୁ ବ୍ୟାଙ୍କ ଋଣ ଦେବାକୁ ମନା କରୁଛି। ଫଳରେ ଅନେକ ଚାଷୀ ମହାଜନଙ୍କ ଠାରୁ ଅଧିକ ସୁଧରେ ଟଙ୍କା ନେଇ ଚାଷ କରୁଛନ୍ତି। ଉଦ୍ୟାନ ବିଭାଗ ପକ୍ଷରୁ ଚାରା ବଣ୍ଟନ କରାଯାଉଥିଲେ ମଧ୍ୟ ତାହା ଯ [700, 498, 804, 562]
tribal-youth-photo [140, 606, 234, 720]
article-10-col-1: କେନ୍ଦୁଝର, (ନିଜ ପ୍ରତିନିଧି) : ଓଡ଼ିଆ ଭାଷା ପ୍ରଚାର ଓ ପ୍ରସାର ପାଇଁ ଏକ କାର୍ଯ୍ୟକ୍ରମ ଅନୁଷ୍ଠିତ ହୋଇଯାଇଛି। ଏଥିରେ ଭାଷାପ୍ରେମୀ ଓ ସାହିତ୍ୟିକମାନେ ଯୋଗ ଦେଇଥିଲେ। ଶାସ୍ତ୍ରୀୟ ଭାଷା ମାନ୍ୟତା ପାଇଥିବା ଓଡ଼ିଆ ଭାଷାର ବ୍ୟବହାର ସରକାରୀ କାମରେ ବଢ଼ାଇବା ପାଇଁ ଆହ୍ୱାନ ଦିଆଯାଇଥିଲା। ବିଶିଷ୍ଟ ବ୍ୟକ୍ତିମାନଙ୍କୁ ସମ୍ମାନିତ କରାଯାଇଥିଲା। [706, 818, 920, 846]
headline-6: ଶ୍ରୀଗଣେଶ ଗ୍ରୁପରେ ଆମଭିଣ୍ଡା ରକ୍ତଦାନ ଶିବିର; ରକ୍ତଦାନ କଲେ ୫୦ଜଣ [483, 568, 871, 583]
headline-4: ଘଟଗାଁରେ ଆତ୍ମ ନିର୍ଭର ଭାରତ ସଂକଳ୍ପ ଅଭିଯାନ [530, 346, 836, 365]
